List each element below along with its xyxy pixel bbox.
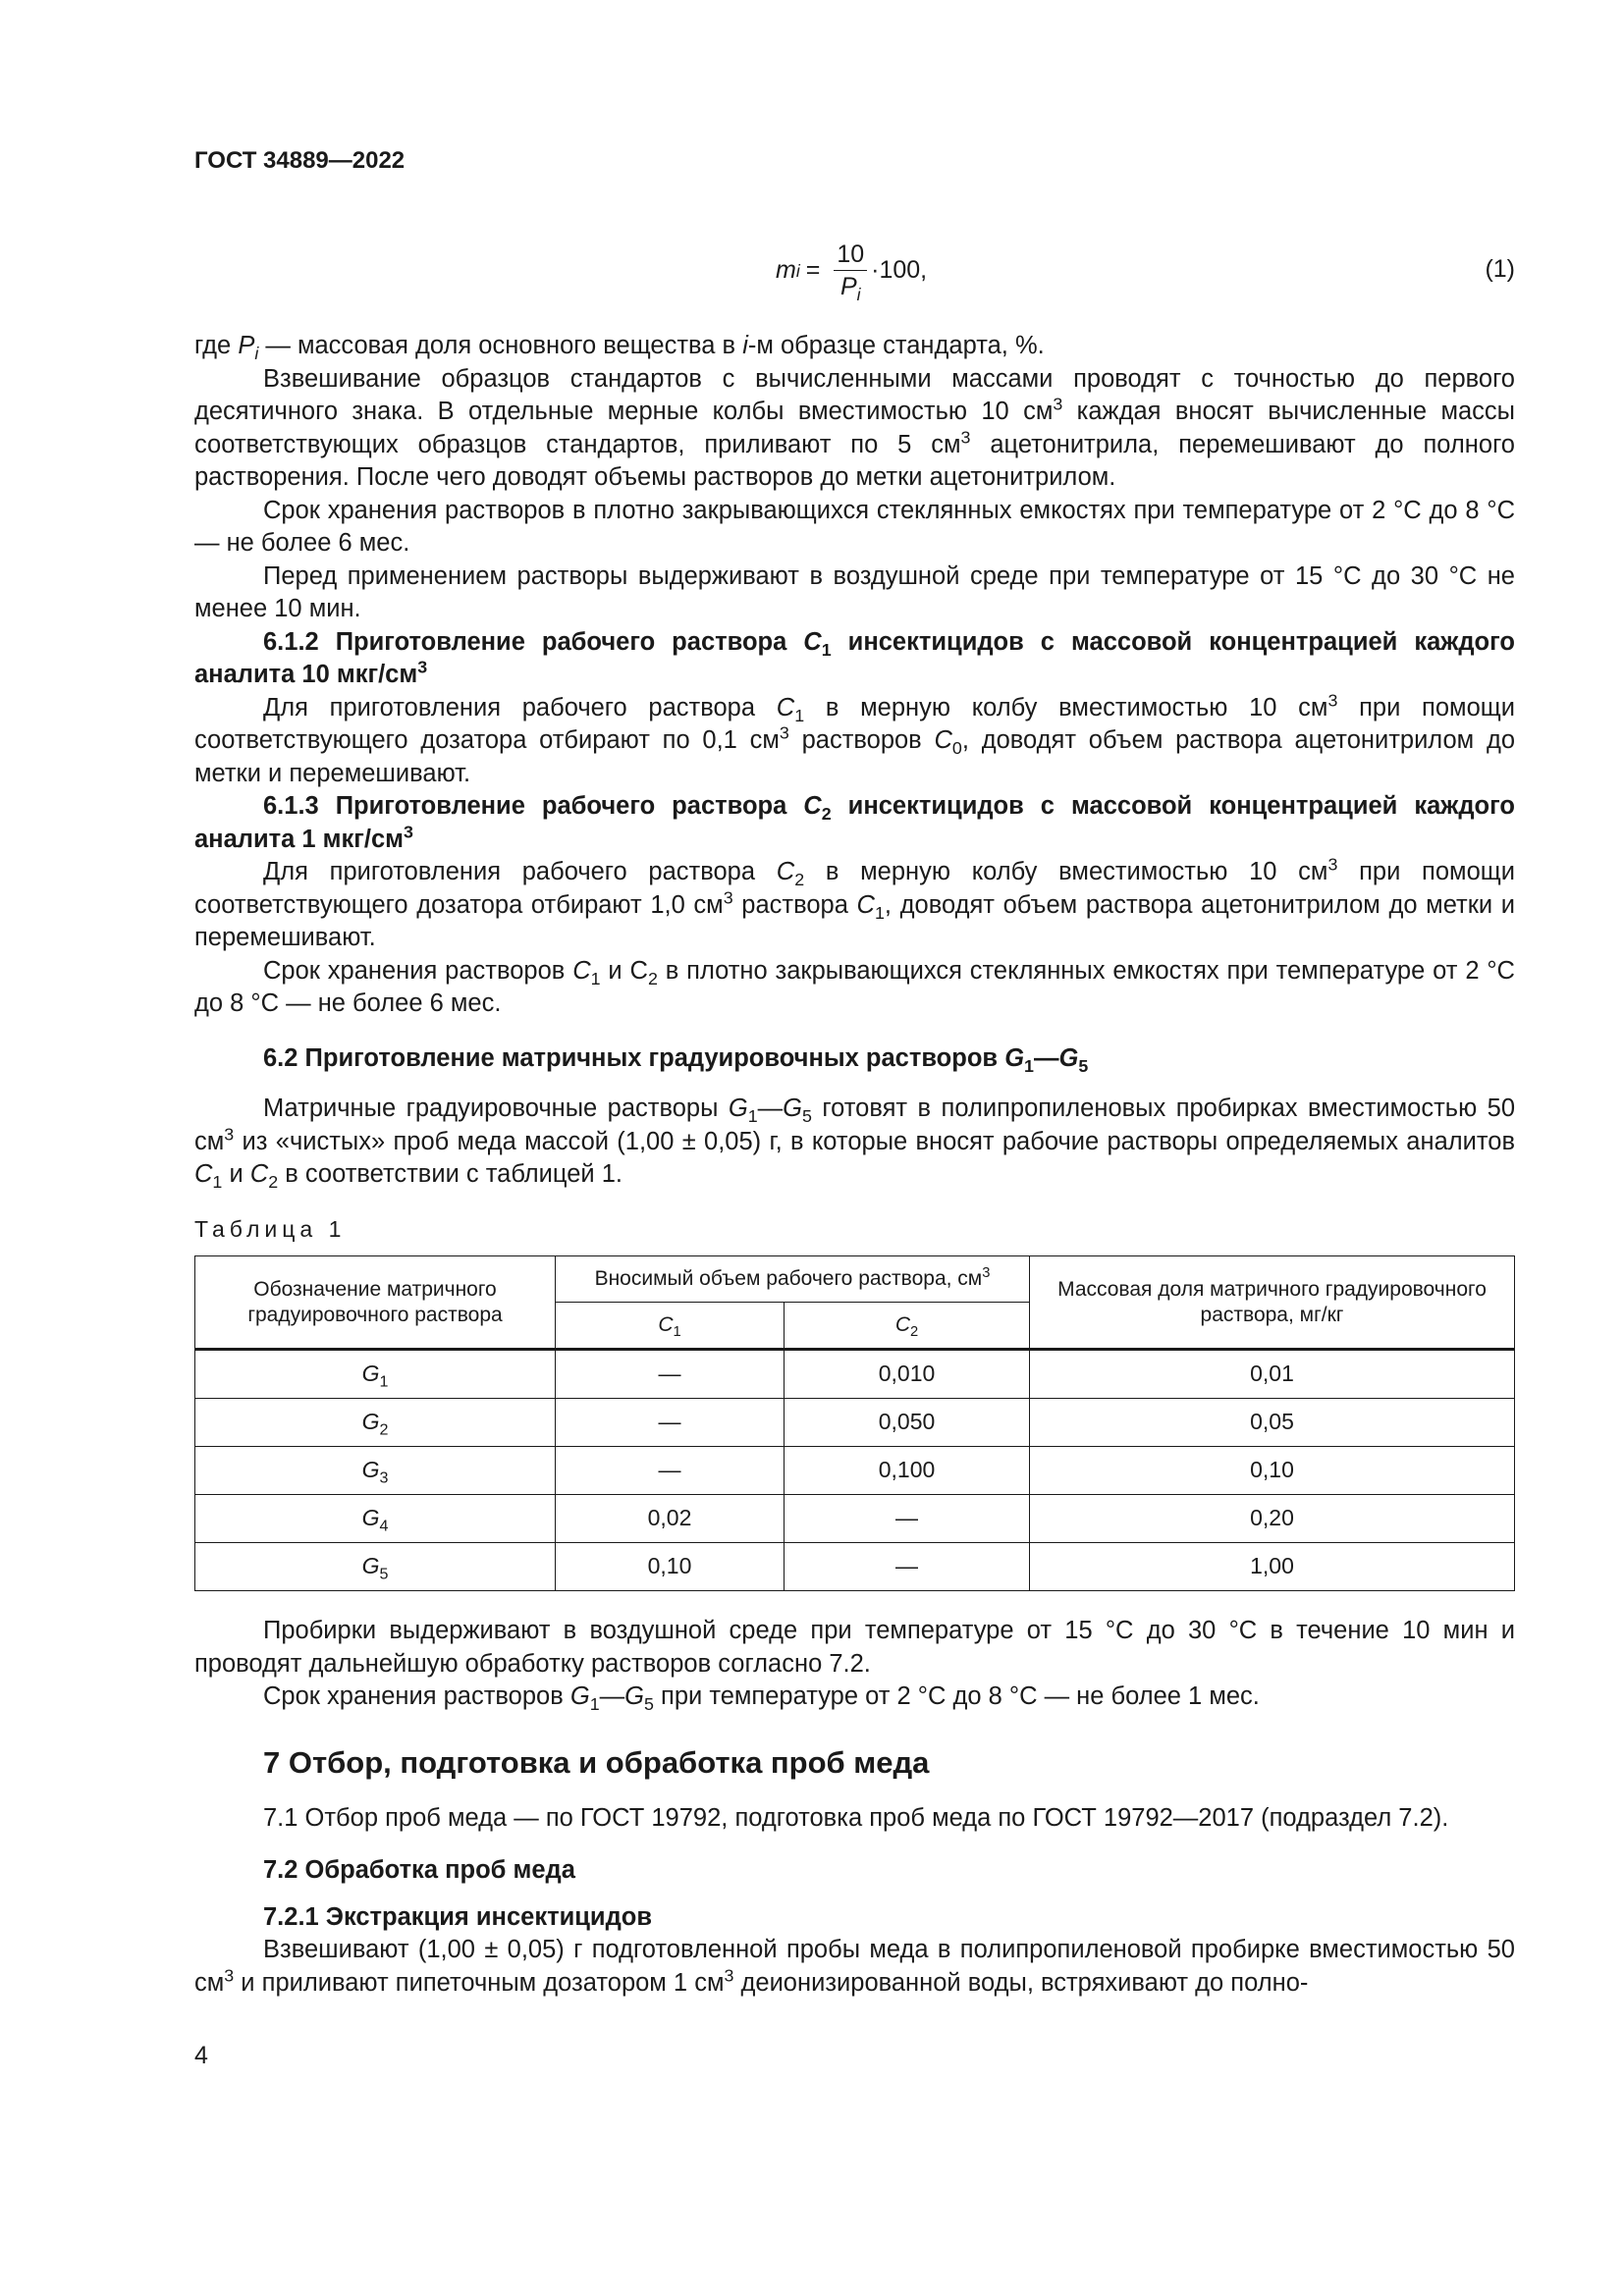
paragraph-6-1-3: Для приготовления рабочего раствора $C_2$ в мерную колбу вместимостью 10 $см^3$ при помощи соответствующего дозатора отбирают 1,0 $см^3$ раствора $C_1$, доводят объем раствора ацетонитрилом до метки и перемешивают. bbox=[194, 854, 1515, 951]
paragraph-after-table-1: Пробирки выдерживают в воздушной среде при температуре от 15 °С до 30 °С в течение 10 мин и проводят дальнейшую обработку растворов согласно 7.2. bbox=[194, 1617, 1515, 1678]
paragraph-storage-2: Срок хранения растворов $C_1$ и $С_2$ в плотно закрывающихся стеклянных емкостях при температуре от 2 °С до 8 °С — не более 6 мес. bbox=[194, 956, 1515, 1017]
table-row: $G_1$ — 0,010 0,01 bbox=[195, 1350, 1515, 1399]
table-caption: Таблица 1 bbox=[194, 1215, 347, 1242]
heading-6-1-3: 6.1.3 Приготовление рабочего раствора $C_2$ инсектицидов с массовой концентрацией каждого аналита 1 мкг/$см^3$ bbox=[194, 792, 1515, 853]
formula-fraction: $\frac{10}{P_i}$ bbox=[834, 240, 867, 301]
table-row: $G_2$ — 0,050 0,05 bbox=[195, 1399, 1515, 1447]
page-number: 4 bbox=[194, 2042, 208, 2069]
formula-expression: m i = $\frac{10}{P_i}$ ·100, bbox=[776, 240, 928, 304]
paragraph-7-1: 7.1 Отбор проб меда — по ГОСТ 19792, подготовка проб меда по ГОСТ 19792—2017 (подраздел 7.2). bbox=[263, 1803, 1449, 1832]
document-body bbox=[194, 232, 1515, 2000]
document-header-code: ГОСТ 34889—2022 bbox=[194, 147, 406, 174]
heading-6-2: 6.2 Приготовление матричных градуировочных растворов $G_1—G_5$ bbox=[263, 1043, 1089, 1076]
paragraph-6-1-2: Для приготовления рабочего раствора $C_1$ в мерную колбу вместимостью 10 $см^3$ при помощи соответствующего дозатора отбирают по 0,1 $см^3$ растворов $C_0$, доводят объем раствора ацетонитрилом до метки и перемешивают. bbox=[194, 690, 1516, 787]
table-row: $G_4$ 0,02 — 0,20 bbox=[195, 1495, 1515, 1543]
header-c1: $C_1$ bbox=[556, 1303, 785, 1350]
heading-section-7: 7 Отбор, подготовка и обработка проб меда bbox=[263, 1744, 930, 1780]
header-mass-fraction: Массовая доля матричного градуировочного раствора, мг/кг bbox=[1030, 1256, 1515, 1350]
heading-7-2: 7.2 Обработка проб меда bbox=[263, 1856, 575, 1884]
paragraph-storage-1: Срок хранения растворов в плотно закрывающихся стеклянных емкостях при температуре от 2 °С до 8 °С — не более 6 мес. bbox=[194, 496, 1515, 557]
heading-6-1-2: 6.1.2 Приготовление рабочего раствора $C_1$ инсектицидов с массовой концентрацией каждого аналита 10 мкг/$см^3$ bbox=[194, 627, 1515, 688]
header-c2: $C_2$ bbox=[785, 1303, 1030, 1350]
paragraph-weighing: Взвешивание образцов стандартов с вычисленными массами проводят с точностью до первого десятичного знака. В отдельные мерные колбы вместимостью 10 $см^3$ каждая вносят вычисленные массы соответствующих образцов стандартов, приливают по 5 $см^3$ ацетонитрила, перемешивают до полного растворения. После чего доводят объемы растворов до метки ацетонитрилом. bbox=[194, 364, 1515, 491]
paragraph-before-use: Перед применением растворы выдерживают в воздушной среде при температуре от 15 °С до 30 °С не менее 10 мин. bbox=[194, 561, 1515, 622]
formula-1 bbox=[194, 232, 1515, 318]
table-row: $G_3$ — 0,100 0,10 bbox=[195, 1447, 1515, 1495]
table-1 bbox=[194, 1255, 1515, 1591]
table-row: $G_5$ 0,10 — 1,00 bbox=[195, 1543, 1515, 1591]
paragraph-6-2: Матричные градуировочные растворы $G_1—G_5$ готовят в полипропиленовых пробирках вместимостью 50 $см^3$ из «чистых» проб меда массой (1,00 ± 0,05) г, в которые вносят рабочие растворы определяемых аналитов $C_1$ и $C_2$ в соответствии с таблицей 1. bbox=[194, 1095, 1516, 1193]
header-volume: Вносимый объем рабочего раствора, $см^3$ bbox=[556, 1256, 1030, 1303]
paragraph-after-table-2: Срок хранения растворов $G_1—G_5$ при температуре от 2 °С до 8 °С — не более 1 мес. bbox=[263, 1682, 1260, 1715]
heading-7-2-1: 7.2.1 Экстракция инсектицидов bbox=[263, 1902, 653, 1931]
header-designation: Обозначение матричного градуировочного раствора bbox=[195, 1256, 556, 1350]
formula-number: (1) bbox=[1485, 255, 1515, 283]
paragraph-7-2-1: Взвешивают (1,00 ± 0,05) г подготовленной пробы меда в полипропиленовой пробирке вместимостью 50 $см^3$ и приливают пипеточным дозатором 1 $см^3$ деионизированной воды, встряхивают до полно- bbox=[194, 1936, 1515, 1997]
formula-explanation: где $P_i$ — массовая доля основного вещества в i-м образце стандарта, %. bbox=[194, 332, 1045, 364]
